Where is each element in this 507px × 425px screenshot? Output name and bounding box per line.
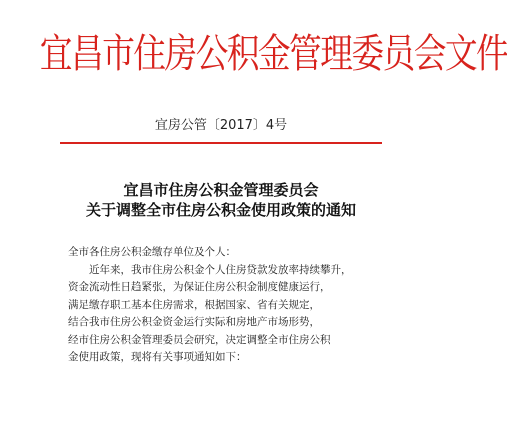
red-divider-line xyxy=(60,142,382,144)
body-line-6: 金使用政策，现将有关事项通知如下： xyxy=(68,351,247,363)
body-line-5: 经市住房公积金管理委员会研究，决定调整全市住房公积 xyxy=(68,333,331,346)
notice-title-line-2: 关于调整全市住房公积金使用政策的通知 xyxy=(85,201,356,219)
body-line-1: 近年来，我市住房公积金个人住房贷款发放率持续攀升， xyxy=(89,263,352,276)
document-number: 宜房公管〔2017〕4号 xyxy=(154,118,288,133)
body-line-3: 满足缴存职工基本住房需求，根据国家、省有关规定， xyxy=(68,298,320,311)
notice-title-line-1: 宜昌市住房公积金管理委员会 xyxy=(123,181,319,199)
document-header-title: 宜昌市住房公积金管理委员会文件 xyxy=(39,31,507,77)
body-line-4: 结合我市住房公积金资金运行实际和房地产市场形势， xyxy=(68,316,320,328)
notice-body xyxy=(68,244,386,367)
body-line-2: 资金流动性日趋紧张，为保证住房公积金制度健康运行， xyxy=(68,281,331,293)
salutation: 全市各住房公积金缴存单位及个人： xyxy=(68,246,236,258)
notice-title xyxy=(0,180,442,220)
